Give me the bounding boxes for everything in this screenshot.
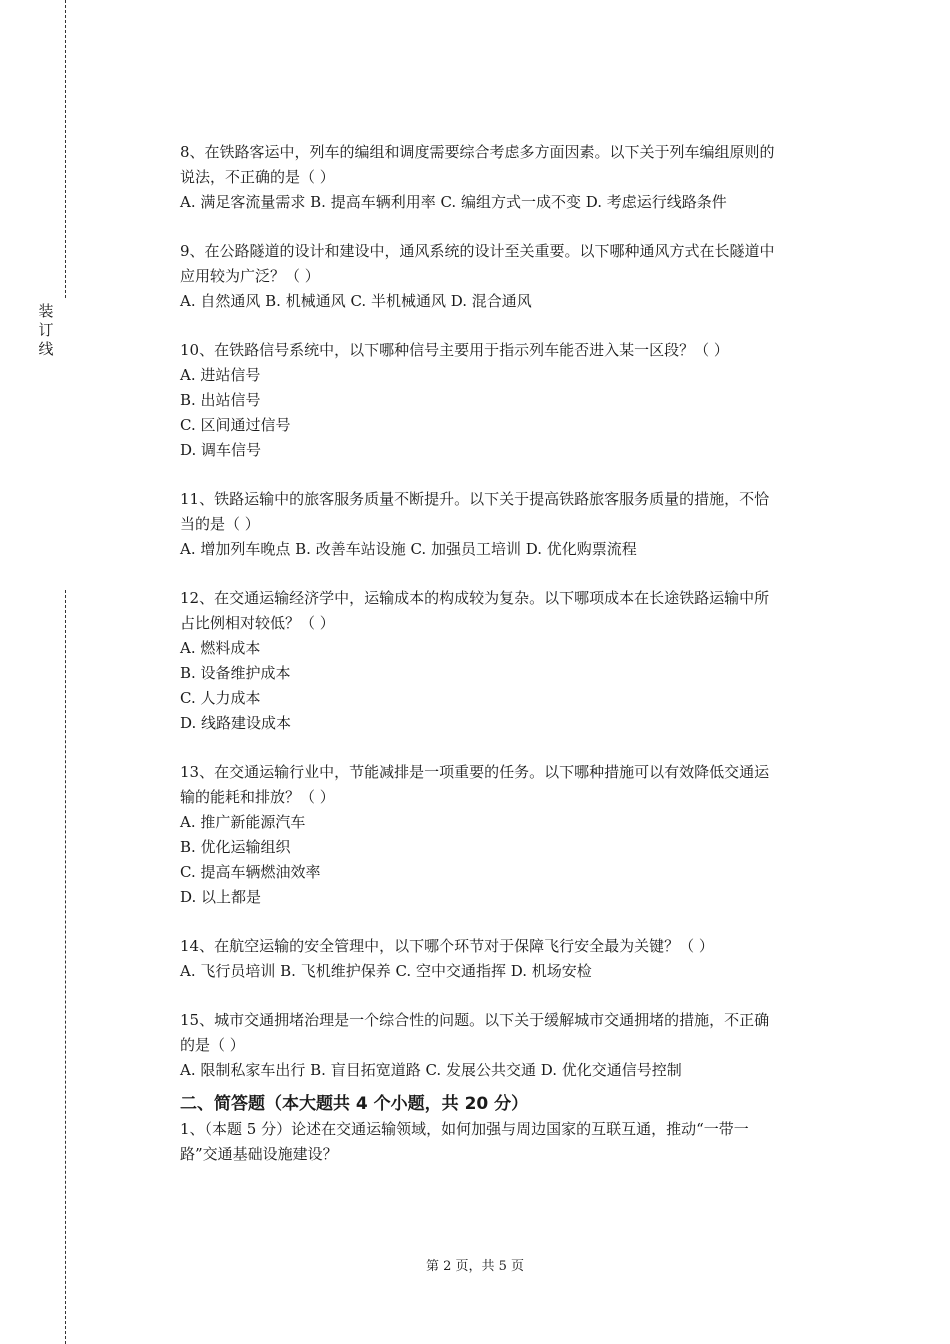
- question-text: 输的能耗和排放？（ ）: [180, 788, 335, 806]
- question-15: [180, 1008, 840, 1083]
- exam-content: [180, 140, 840, 1167]
- question-options: A. 自然通风 B. 机械通风 C. 半机械通风 D. 混合通风: [180, 292, 532, 310]
- question-13: [180, 760, 840, 910]
- question-options: A. 满足客流量需求 B. 提高车辆利用率 C. 编组方式一成不变 D. 考虑运行线路条件: [180, 193, 727, 211]
- question-14: [180, 934, 840, 984]
- question-options: A. 限制私家车出行 B. 盲目拓宽道路 C. 发展公共交通 D. 优化交通信号控制: [180, 1061, 682, 1079]
- option-a: A. 推广新能源汽车: [180, 813, 306, 831]
- option-c: C. 区间通过信号: [180, 416, 291, 434]
- question-text: 当的是（ ）: [180, 515, 260, 533]
- question-text: 说法，不正确的是（ ）: [180, 168, 335, 186]
- option-b: B. 设备维护成本: [180, 664, 291, 682]
- question-text: 占比例相对较低？（ ）: [180, 614, 335, 632]
- option-d: D. 线路建设成本: [180, 714, 292, 732]
- question-9: [180, 239, 840, 314]
- short-answer-question-1: [180, 1117, 840, 1167]
- binding-label: 装订线: [38, 302, 54, 358]
- binding-line-top: [65, 0, 66, 298]
- question-11: [180, 487, 840, 562]
- question-10: [180, 338, 840, 463]
- question-options: A. 飞行员培训 B. 飞机维护保养 C. 空中交通指挥 D. 机场安检: [180, 962, 592, 980]
- option-a: A. 燃料成本: [180, 639, 261, 657]
- question-text: 9、在公路隧道的设计和建设中，通风系统的设计至关重要。以下哪种通风方式在长隧道中: [180, 242, 775, 260]
- page-footer: 第 2 页，共 5 页: [425, 1259, 525, 1274]
- question-text: 1、（本题 5 分）论述在交通运输领域，如何加强与周边国家的互联互通，推动“一带一: [180, 1120, 749, 1138]
- question-options: A. 增加列车晚点 B. 改善车站设施 C. 加强员工培训 D. 优化购票流程: [180, 540, 637, 558]
- option-d: D. 调车信号: [180, 441, 262, 459]
- option-a: A. 进站信号: [180, 366, 261, 384]
- question-text: 10、在铁路信号系统中，以下哪种信号主要用于指示列车能否进入某一区段？（ ）: [180, 341, 729, 359]
- option-d: D. 以上都是: [180, 888, 262, 906]
- option-b: B. 优化运输组织: [180, 838, 291, 856]
- section-title-short-answer: 二、简答题（本大题共 4 个小题，共 20 分）: [180, 1094, 529, 1114]
- option-c: C. 人力成本: [180, 689, 261, 707]
- question-text: 13、在交通运输行业中，节能减排是一项重要的任务。以下哪种措施可以有效降低交通运: [180, 763, 770, 781]
- question-text: 11、铁路运输中的旅客服务质量不断提升。以下关于提高铁路旅客服务质量的措施，不恰: [180, 490, 770, 508]
- option-b: B. 出站信号: [180, 391, 261, 409]
- question-text: 的是（ ）: [180, 1036, 245, 1054]
- question-8: [180, 140, 840, 215]
- question-text: 应用较为广泛？（ ）: [180, 267, 320, 285]
- question-12: [180, 586, 840, 736]
- question-text: 14、在航空运输的安全管理中，以下哪个环节对于保障飞行安全最为关键？（ ）: [180, 937, 714, 955]
- question-text: 12、在交通运输经济学中，运输成本的构成较为复杂。以下哪项成本在长途铁路运输中所: [180, 589, 770, 607]
- option-c: C. 提高车辆燃油效率: [180, 863, 321, 881]
- question-text: 15、城市交通拥堵治理是一个综合性的问题。以下关于缓解城市交通拥堵的措施，不正确: [180, 1011, 770, 1029]
- question-text: 8、在铁路客运中，列车的编组和调度需要综合考虑多方面因素。以下关于列车编组原则的: [180, 143, 775, 161]
- binding-line-bottom: [65, 590, 66, 1344]
- question-text: 路”交通基础设施建设？: [180, 1145, 338, 1163]
